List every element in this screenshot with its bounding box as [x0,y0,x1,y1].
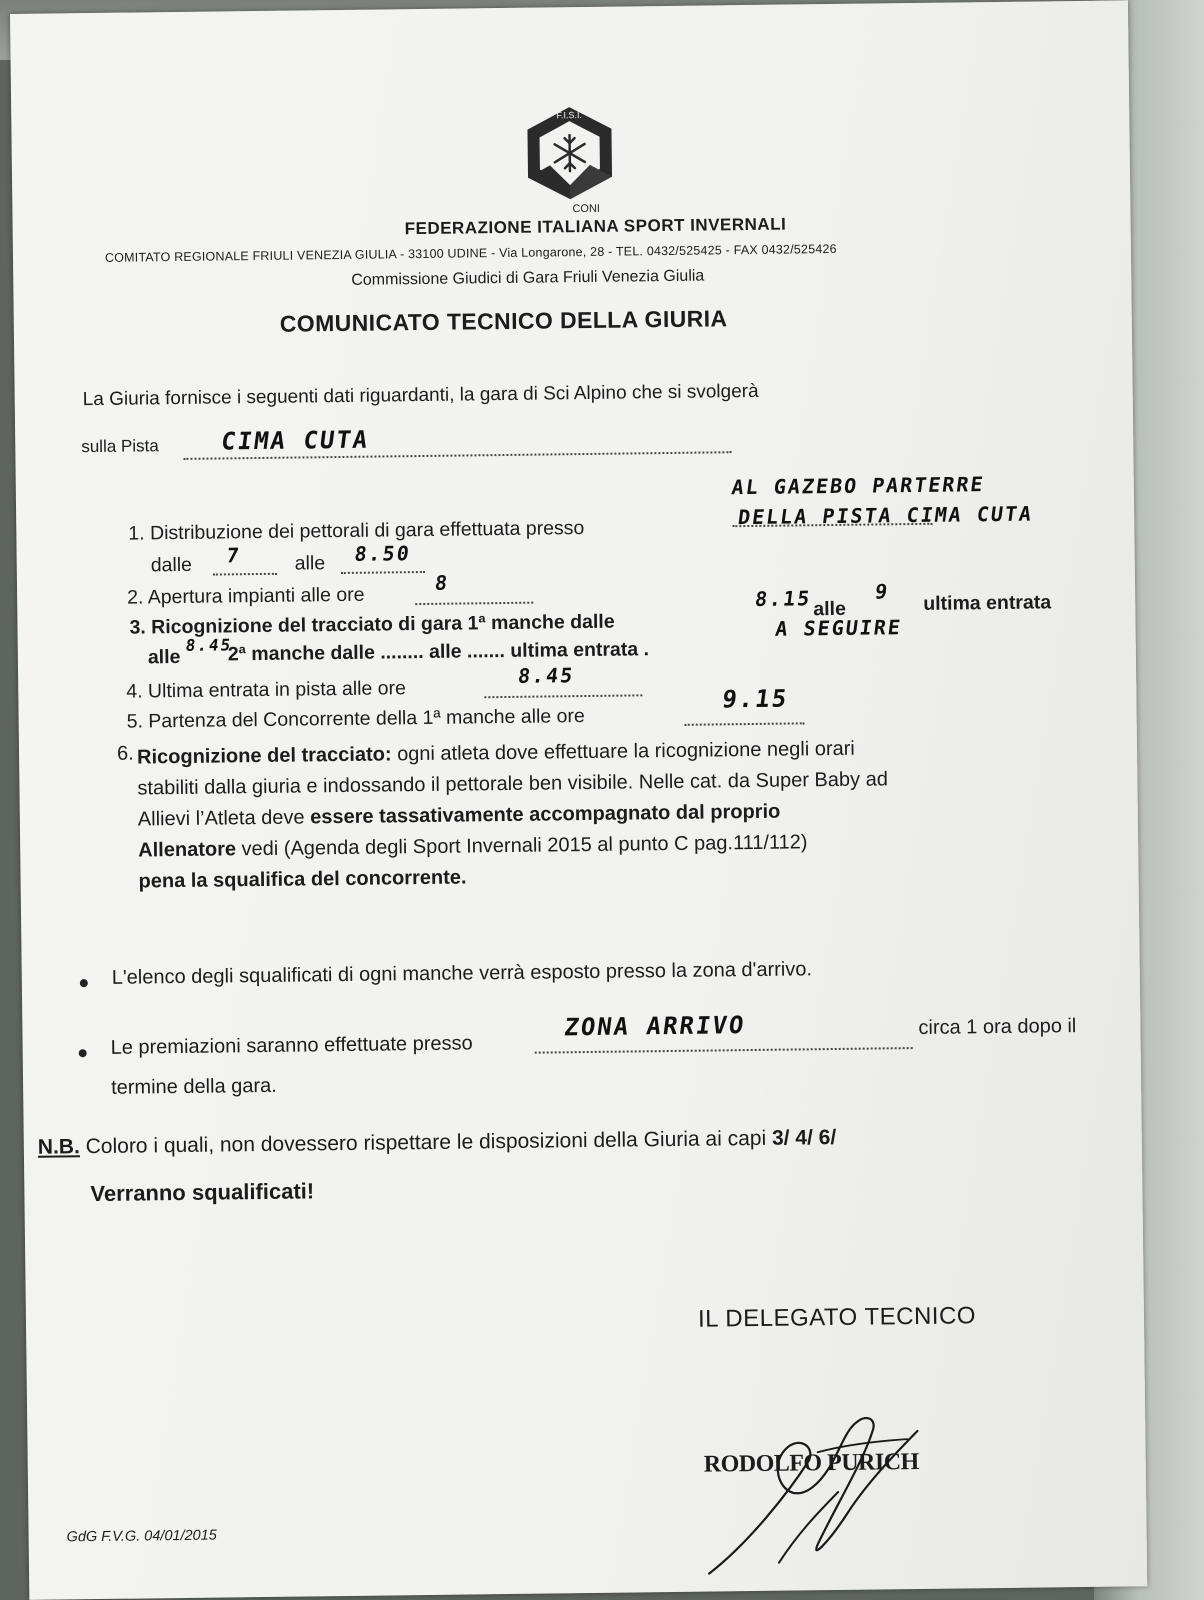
item-1-dalle-dots [213,573,277,576]
intro-text: La Giuria fornisce i seguenti dati riguardanti, la gara di Sci Alpino che si svolgerà [82,380,759,411]
pista-label: sulla Pista [81,436,159,457]
item-4-dots [484,694,642,698]
item-6-bold-lead: Ricognizione del tracciato: [136,743,392,769]
item-3-alle-2: alle [147,645,181,669]
bullet-dot-2 [79,1049,87,1057]
item-1-dalle-label: dalle [150,553,193,577]
federation-title: FEDERAZIONE ITALIANA SPORT INVERNALI [404,214,787,239]
item-5-number: 5. [126,710,144,733]
item-4-value: 8.45 [516,663,576,688]
item-3-from-value: 8.15 [753,586,813,611]
item-3-number: 3. [129,616,146,639]
item-6-line-5: pena la squalifica del concorrente. [138,866,467,893]
fisi-logo-icon [519,103,620,204]
item-5-dots [685,722,805,725]
item-2-label: Apertura impianti alle ore [147,583,365,609]
nb-capi: 3/ 4/ 6/ [771,1125,837,1150]
bullet-awards-label: Le premiazioni saranno effettuate presso [110,1032,473,1059]
item-6-number: 6. [116,742,134,765]
item-6-line-1: Ricognizione del tracciato: ogni atleta dove effettuare la ricognizione negli orari [136,737,855,769]
logo-text: F.I.S.I. [556,110,583,121]
item-1-dalle-value: 7 [225,543,243,568]
awards-place-value: ZONA ARRIVO [562,1011,748,1042]
commission-name: Commissione Giudici di Gara Friuli Venezia Giulia [351,267,705,289]
footer-reference: GdG F.V.G. 04/01/2015 [66,1527,217,1546]
handwritten-signature-icon [667,1390,989,1584]
item-1-alle-value: 8.50 [353,541,413,566]
item-4-number: 4. [126,680,143,703]
item-1-label: Distribuzione dei pettorali di gara effettuata presso [149,517,585,545]
item-5 [127,705,585,734]
awards-dotted-line [535,1047,913,1054]
item-1-place-line-1: AL GAZEBO PARTERRE [730,472,987,500]
item-3-label-a: Ricognizione del tracciato di gara 1ª manche dalle [151,610,615,639]
item-3-seguire-value: A SEGUIRE [774,615,904,641]
bullet-dot-1 [80,979,88,987]
item-3-to-value: 9 [873,579,891,604]
nb-text: Coloro i quali, non dovessero rispettare le disposizioni della Giuria ai capi [79,1126,773,1159]
document-sheet [10,0,1147,1600]
committee-address: COMITATO REGIONALE FRIULI VENEZIA GIULIA - 33100 UDINE - Via Longarone, 28 - TEL. 0432/525425 - FAX 0432/525426 [104,241,837,265]
item-1-number: 1. [128,522,145,545]
item-2 [127,584,365,610]
nb-label: N.B. [37,1135,80,1159]
coni-label: CONI [572,202,600,216]
item-2-number: 2. [127,586,144,609]
item-3-label-b: 2ª manche dalle ........ alle ....... ultima entrata . [227,638,650,666]
page-title: COMUNICATO TECNICO DELLA GIURIA [279,305,728,337]
item-2-dots [415,602,533,605]
item-4 [126,677,406,703]
bullet-disqualified-list: L'elenco degli squalificati di ogni manche verrà esposto presso la zona d'arrivo. [111,958,813,989]
item-4-label: Ultima entrata in pista alle ore [147,677,407,703]
nb-notice [38,1126,837,1160]
item-3-last-value: 8.45 [184,635,234,655]
nb-verranno: Verranno squalificati! [90,1178,315,1207]
item-1-alle-dots [341,571,425,574]
item-1-alle-label: alle [294,552,326,575]
pista-handwritten-value: CIMA CUTA [219,425,372,456]
item-6-line-3: Allievi l’Atleta deve essere tassativamente accompagnato dal proprio [137,800,781,831]
delegate-name: RODOLFO PURICH [703,1449,919,1478]
item-6-line-4: Allenatore vedi (Agenda degli Sport Invernali 2015 al punto C pag.111/112) [138,831,808,862]
item-3-ultima-1: ultima entrata [923,591,1052,615]
bullet-awards-time: circa 1 ora dopo il [918,1015,1077,1039]
item-6-paragraph [137,731,1109,898]
item-1-place-line-2: DELLA PISTA CIMA CUTA [736,501,1035,530]
item-5-value: 9.15 [720,684,791,714]
item-2-value: 8 [433,570,451,595]
item-5-label: Partenza del Concorrente della 1ª manche alle ore [148,705,585,733]
delegate-role: IL DELEGATO TECNICO [697,1302,977,1333]
item-6-line-2: stabiliti dalla giuria e indossando il pettorale ben visibile. Nelle cat. da Super Baby ad [137,768,889,800]
item-3-alle-1: alle [813,597,846,621]
bullet-awards-end: termine della gara. [110,1074,277,1099]
